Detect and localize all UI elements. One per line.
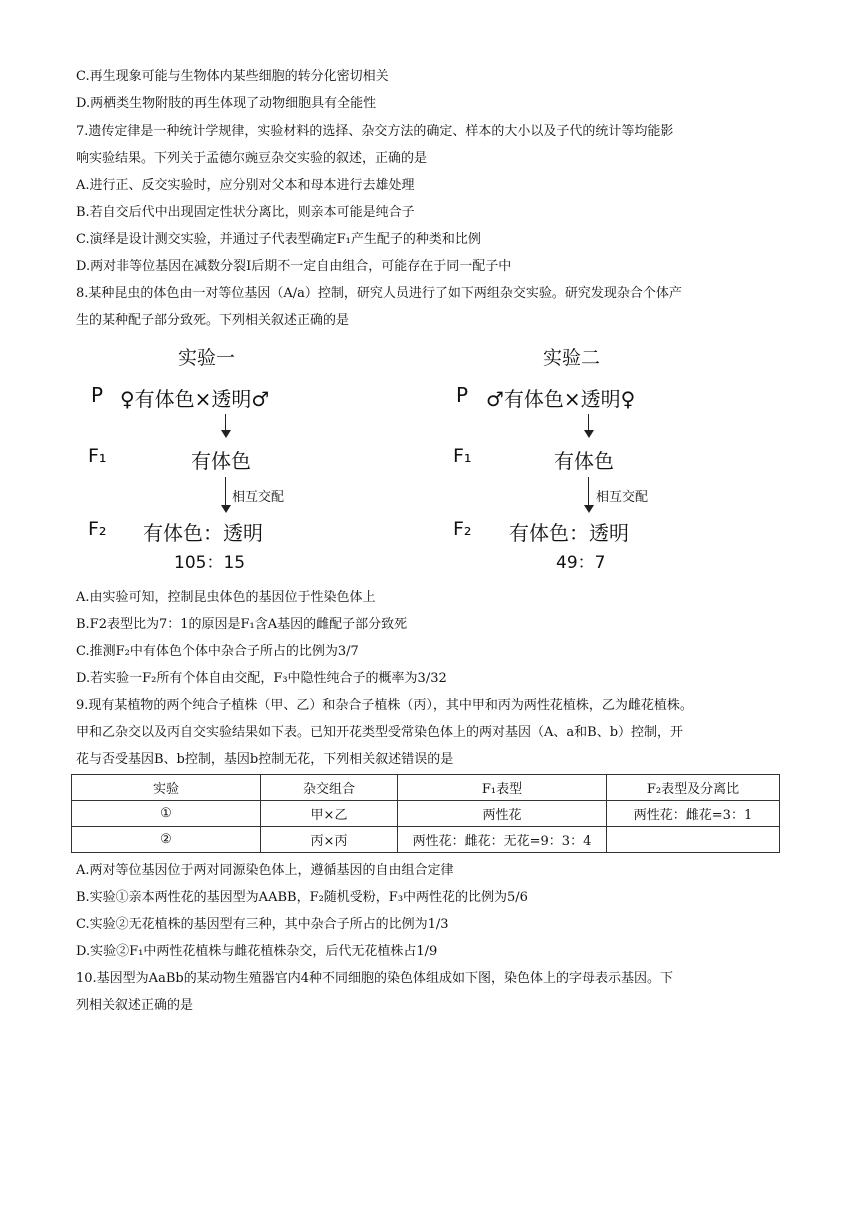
- q8-stem-line1: 8.某种昆虫的体色由一对等位基因（A/a）控制，研究人员进行了如下两组杂交实验。研究发现杂合个体产: [76, 286, 682, 301]
- q8-stem-line2: 生的某种配子部分致死。下列相关叙述正确的是: [76, 313, 350, 328]
- q9-stem-line2: 甲和乙杂交以及丙自交实验结果如下表。已知开花类型受常染色体上的两对基因（A、a和B、b）控制，开: [76, 725, 684, 740]
- exp1-f2: 有体色：透明: [143, 521, 263, 545]
- q7-option-a: A.进行正、反交实验时，应分别对父本和母本进行去雄处理: [76, 178, 415, 193]
- q9-option-a: A.两对等位基因位于两对同源染色体上，遵循基因的自由组合定律: [76, 863, 454, 878]
- exp2-f2-label: F₂: [453, 518, 472, 540]
- table-cell: ②: [72, 827, 261, 853]
- q8-option-a: A.由实验可知，控制昆虫体色的基因位于性染色体上: [76, 590, 376, 605]
- exp1-arrow2-line: [225, 477, 226, 507]
- q8-option-d: D.若实验一F₂所有个体自由交配，F₃中隐性纯合子的概率为3/32: [76, 671, 447, 686]
- table-row: [72, 801, 780, 827]
- exp2-f2: 有体色：透明: [509, 521, 629, 545]
- exp2-p-label: P: [456, 383, 469, 407]
- exp2-ratio: 49：7: [556, 553, 606, 573]
- exp1-ratio: 105：15: [174, 553, 246, 573]
- cross-diagram: [0, 340, 860, 580]
- exp1-p-label: P: [91, 383, 104, 407]
- exp1-mating: 相互交配: [232, 490, 285, 505]
- q7-stem-line1: 7.遗传定律是一种统计学规律，实验材料的选择、杂交方法的确定、样本的大小以及子代的统计等均能影: [76, 124, 674, 139]
- q9-table: [71, 774, 780, 853]
- table-header: F₁表型: [398, 775, 607, 801]
- exp2-arrow2-line: [588, 477, 589, 507]
- table-cell: 丙×丙: [261, 827, 398, 853]
- table-cell: [607, 827, 780, 853]
- q10-stem-line1: 10.基因型为AaBb的某动物生殖器官内4种不同细胞的染色体组成如下图，染色体上的字母表示基因。下: [76, 971, 673, 986]
- q7-stem-line2: 响实验结果。下列关于孟德尔豌豆杂交实验的叙述，正确的是: [76, 151, 428, 166]
- table-header-row: [72, 775, 780, 801]
- exp1-arrow1-head: [221, 430, 231, 438]
- exp1-f1-label: F₁: [88, 445, 107, 467]
- q6-option-d: D.两栖类生物附肢的再生体现了动物细胞具有全能性: [76, 96, 377, 111]
- q9-stem-line1: 9.现有某植物的两个纯合子植株（甲、乙）和杂合子植株（丙），其中甲和丙为两性花植株，乙为雌花植株。: [76, 698, 693, 713]
- q7-option-b: B.若自交后代中出现固定性状分离比，则亲本可能是纯合子: [76, 205, 415, 220]
- exp2-mating: 相互交配: [596, 490, 649, 505]
- table-cell: 两性花：雌花：无花=9：3：4: [398, 827, 607, 853]
- q10-stem-line2: 列相关叙述正确的是: [76, 998, 194, 1013]
- exp2-p-cross: ♂有体色×透明♀: [486, 387, 636, 411]
- exp1-f1: 有体色: [191, 449, 251, 473]
- table-cell: 两性花：雌花=3：1: [607, 801, 780, 827]
- exp2-f1: 有体色: [554, 449, 614, 473]
- q9-stem-line3: 花与否受基因B、b控制，基因b控制无花，下列相关叙述错误的是: [76, 752, 454, 767]
- q8-option-b: B.F2表型比为7：1的原因是F₁含A基因的雌配子部分致死: [76, 617, 408, 632]
- q9-option-b: B.实验①亲本两性花的基因型为AABB，F₂随机受粉，F₃中两性花的比例为5/6: [76, 890, 528, 905]
- table-header: F₂表型及分离比: [607, 775, 780, 801]
- exp2-f1-label: F₁: [453, 445, 472, 467]
- table-cell: 两性花: [398, 801, 607, 827]
- table-cell: 甲×乙: [261, 801, 398, 827]
- exp2-arrow2-head: [584, 505, 594, 513]
- table-header: 杂交组合: [261, 775, 398, 801]
- table-row: [72, 827, 780, 853]
- exp2-arrow1-head: [584, 430, 594, 438]
- q7-option-d: D.两对非等位基因在减数分裂Ⅰ后期不一定自由组合，可能存在于同一配子中: [76, 259, 512, 274]
- exp1-p-cross: ♀有体色×透明♂: [120, 387, 270, 411]
- q7-option-c: C.演绎是设计测交实验，并通过子代表型确定F₁产生配子的种类和比例: [76, 232, 481, 247]
- table-header: 实验: [72, 775, 261, 801]
- exp1-title: 实验一: [178, 347, 236, 369]
- exp2-title: 实验二: [543, 347, 601, 369]
- q9-option-d: D.实验②F₁中两性花植株与雌花植株杂交，后代无花植株占1/9: [76, 944, 438, 959]
- exp1-arrow2-head: [221, 505, 231, 513]
- table-cell: ①: [72, 801, 261, 827]
- q8-option-c: C.推测F₂中有体色个体中杂合子所占的比例为3/7: [76, 644, 359, 659]
- q9-option-c: C.实验②无花植株的基因型有三种，其中杂合子所占的比例为1/3: [76, 917, 449, 932]
- q6-option-c: C.再生现象可能与生物体内某些细胞的转分化密切相关: [76, 69, 389, 84]
- exp1-f2-label: F₂: [88, 518, 107, 540]
